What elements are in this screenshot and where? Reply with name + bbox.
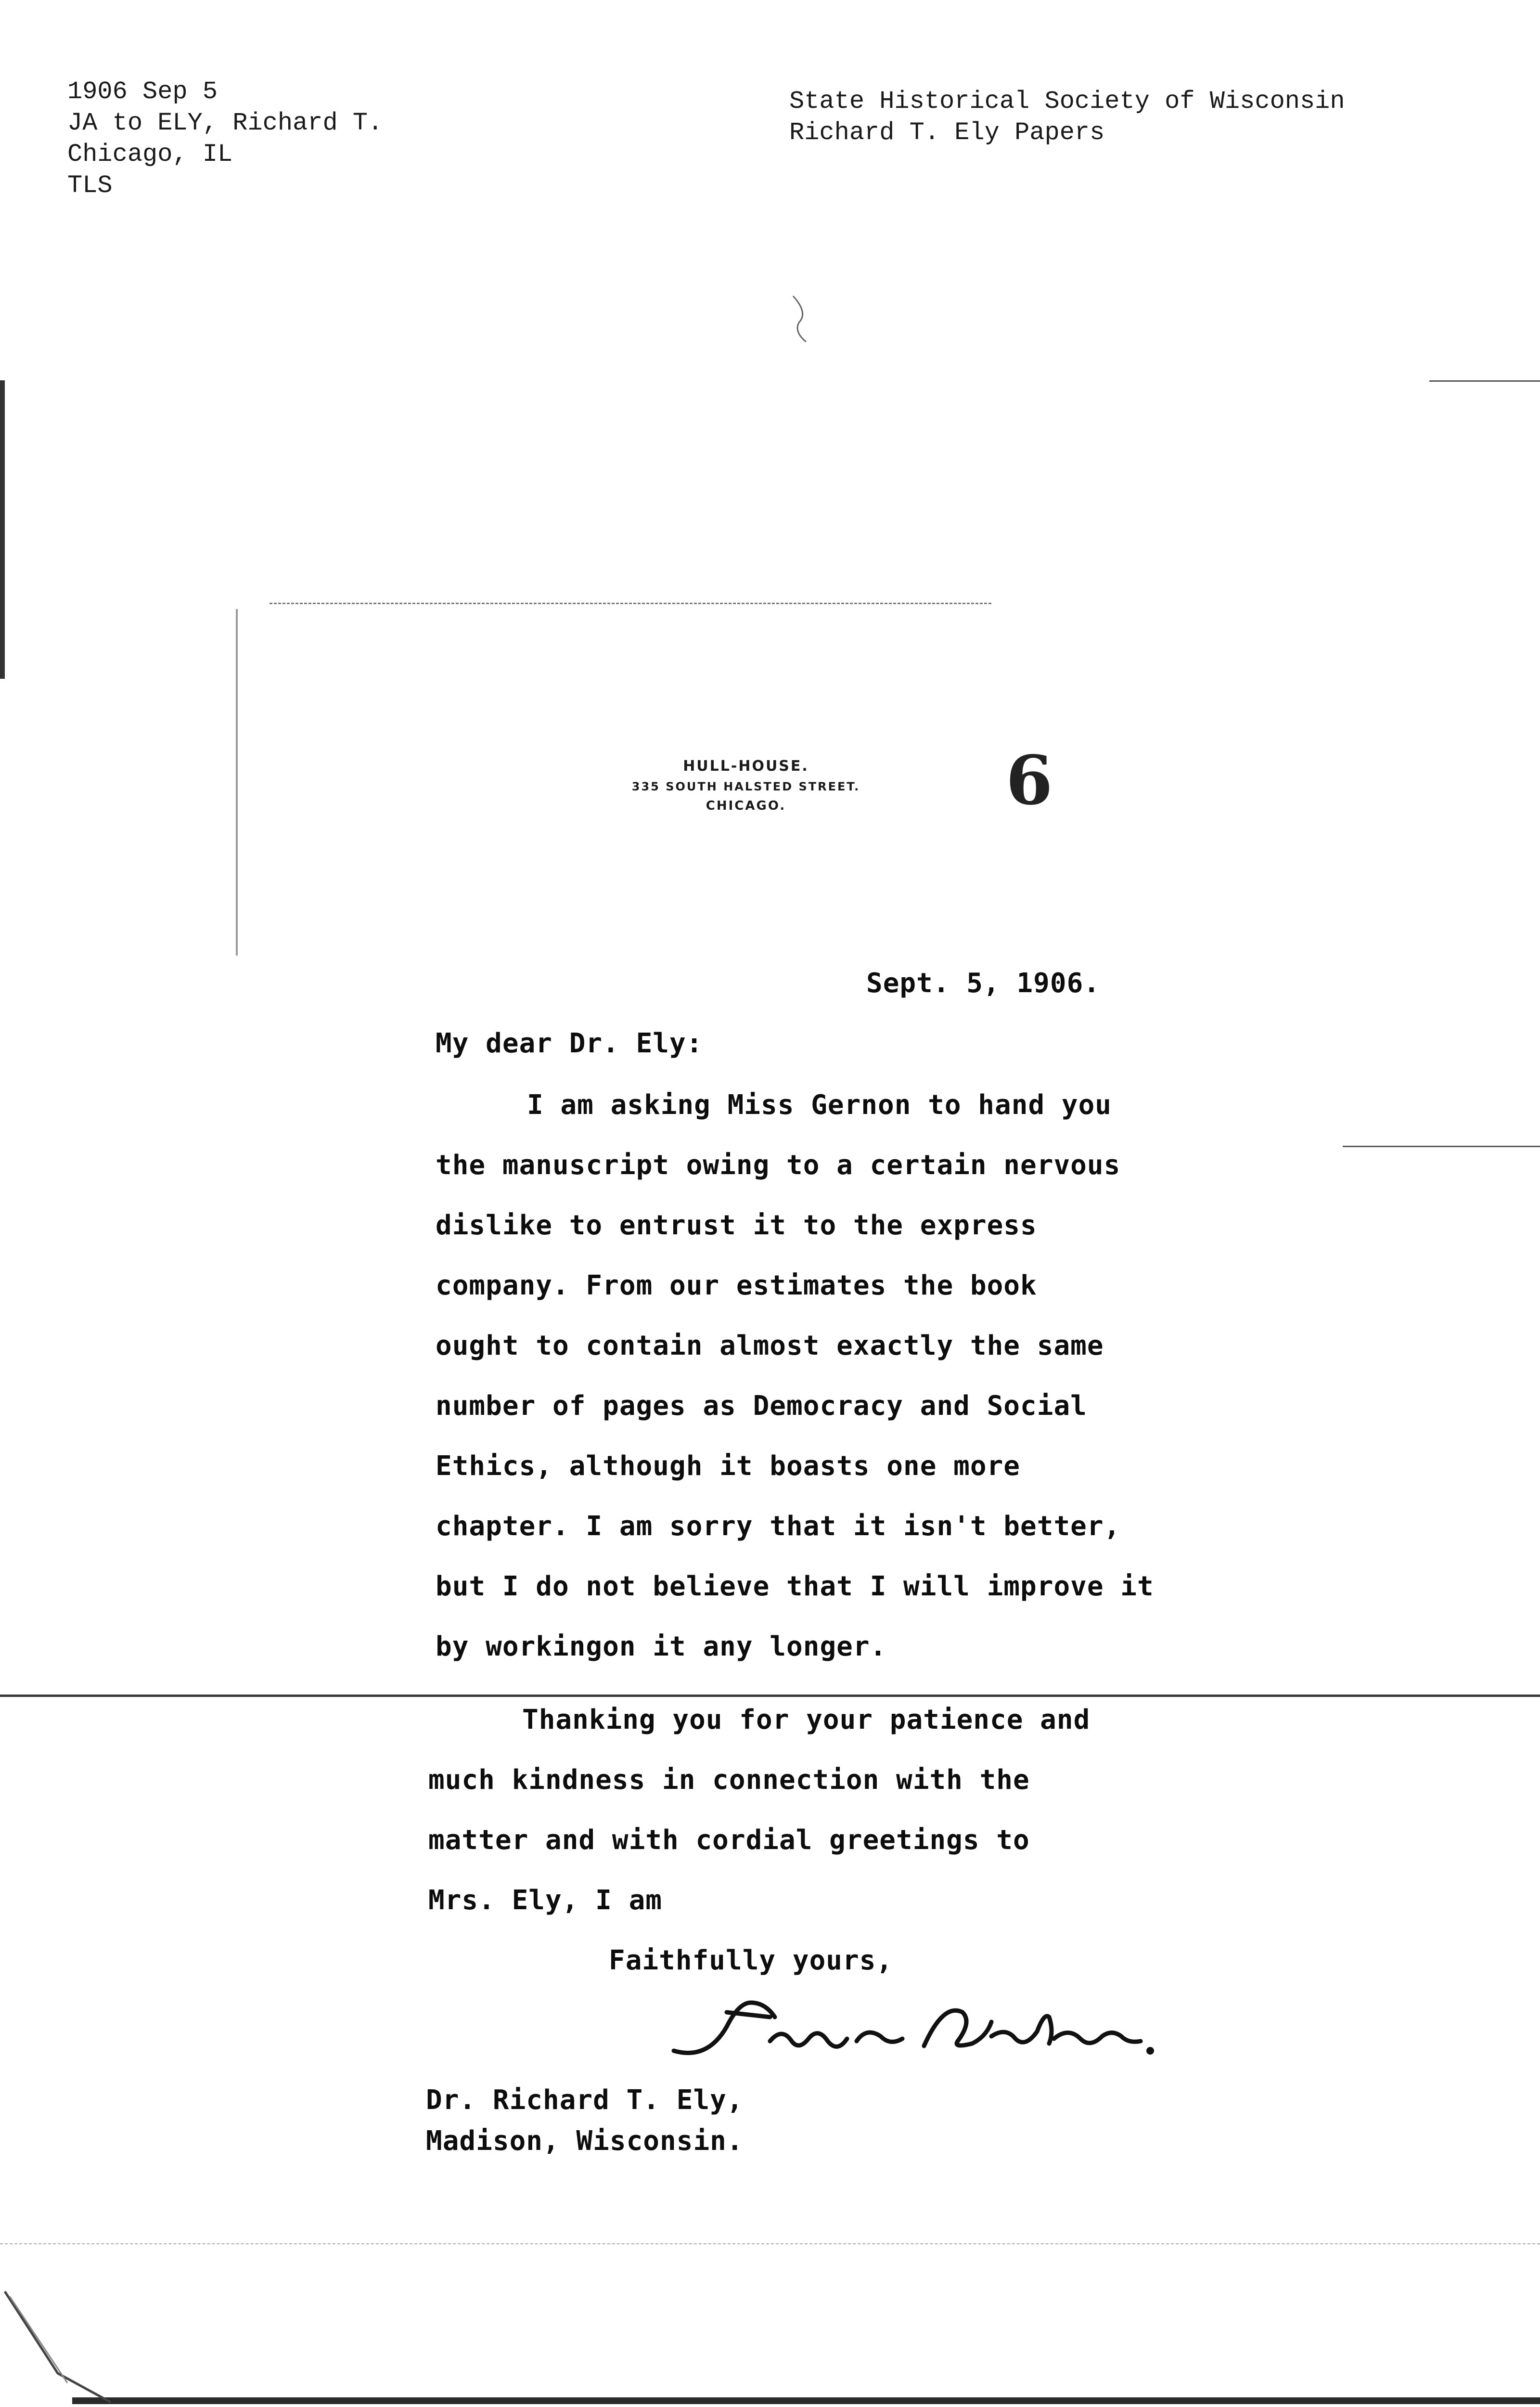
catalog-date: 1906 Sep 5 bbox=[67, 78, 218, 106]
body-line: Thanking you for your patience and bbox=[522, 1704, 1091, 1735]
letterhead-address: 335 SOUTH HALSTED STREET. bbox=[631, 780, 860, 793]
body-line: by workingon it any longer. bbox=[436, 1631, 887, 1662]
page-number-mark: 6 bbox=[1006, 741, 1053, 820]
body-line: but I do not believe that I will improve it bbox=[436, 1571, 1154, 1602]
body-line: matter and with cordial greetings to bbox=[428, 1825, 1030, 1856]
letter-left-edge bbox=[236, 609, 238, 956]
catalog-repository: State Historical Society of Wisconsin bbox=[789, 87, 1345, 116]
salutation: My dear Dr. Ely: bbox=[436, 1028, 703, 1059]
fold-line bbox=[0, 1695, 1540, 1697]
catalog-right bbox=[789, 86, 1345, 148]
body-line: the manuscript owing to a certain nervous bbox=[436, 1150, 1121, 1181]
bottom-dash-line bbox=[0, 2243, 1540, 2244]
body-line: dislike to entrust it to the express bbox=[436, 1210, 1037, 1241]
catalog-collection: Richard T. Ely Papers bbox=[789, 118, 1105, 147]
margin-mark-right bbox=[1429, 380, 1540, 382]
recipient-name: Dr. Richard T. Ely, bbox=[426, 2084, 744, 2116]
bottom-edge-shadow bbox=[72, 2397, 1540, 2404]
letter-top-edge bbox=[270, 603, 991, 604]
left-edge-shadow bbox=[0, 380, 5, 679]
pencil-mark bbox=[789, 294, 813, 347]
body-line: chapter. I am sorry that it isn't better, bbox=[436, 1511, 1121, 1542]
body-line: ought to contain almost exactly the same bbox=[436, 1330, 1104, 1361]
body-line: much kindness in connection with the bbox=[428, 1764, 1030, 1796]
letter-date: Sept. 5, 1906. bbox=[866, 968, 1101, 999]
body-line: Ethics, although it boasts one more bbox=[436, 1450, 1021, 1482]
letterhead bbox=[573, 756, 919, 815]
letterhead-city: CHICAGO. bbox=[706, 799, 786, 813]
fold-mark-right bbox=[1343, 1146, 1540, 1147]
closing: Faithfully yours, bbox=[609, 1945, 893, 1976]
catalog-left bbox=[67, 76, 383, 201]
letterhead-name: HULL-HOUSE. bbox=[683, 758, 809, 775]
body-line: Mrs. Ely, I am bbox=[428, 1885, 663, 1916]
catalog-type: TLS bbox=[67, 171, 113, 200]
catalog-correspondents: JA to ELY, Richard T. bbox=[67, 109, 383, 137]
body-line: company. From our estimates the book bbox=[436, 1270, 1037, 1301]
recipient-city: Madison, Wisconsin. bbox=[426, 2125, 744, 2157]
body-line: I am asking Miss Gernon to hand you bbox=[527, 1089, 1112, 1121]
body-line: number of pages as Democracy and Social bbox=[436, 1390, 1087, 1422]
page-curl-corner bbox=[0, 2263, 154, 2407]
catalog-place: Chicago, IL bbox=[67, 140, 233, 168]
